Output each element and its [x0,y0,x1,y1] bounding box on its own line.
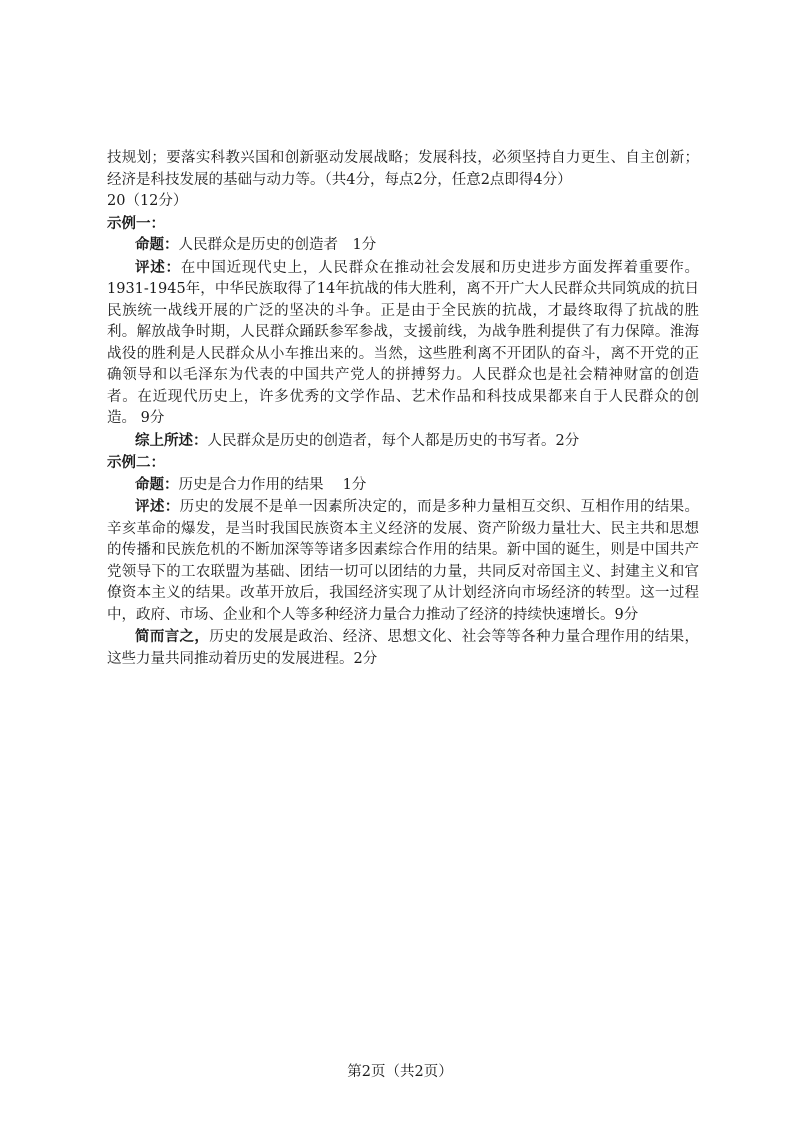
example-1-summary [107,430,699,453]
summary-text: 历史的发展是政治、经济、思想文化、社会等等各种力量合理作用的结果，这些力量共同推动着历史的发展进程。2分 [107,629,700,667]
example-2-topic [107,474,699,497]
comment-label: 评述： [135,258,181,276]
comment-text: 历史的发展不是单一因素所决定的，而是多种力量相互交织、互相作用的结果。辛亥革命的爆发，是当时我国民族资本主义经济的发展、资产阶级力量壮大、民主共和思想的传播和民族危机的不断加深等等诸多因素综合作用的结果。新中国的诞生，则是中国共产党领导下的工农联盟为基础、团结一切可以团结的力量，共同反对帝国主义、封建主义和官僚资本主义的结果。改革开放后，我国经济实现了从计划经济向市场经济的转型。这一过程中，政府、市场、企业和个人等多种经济力量合力推动了经济的持续快速增长。9分 [107,499,700,623]
page-footer: 第2页（共2页） [347,1064,453,1080]
summary-text: 人民群众是历史的创造者，每个人都是历史的书写者。2分 [207,432,580,449]
comment-text: 在中国近现代史上，人民群众在推动社会发展和历史进步方面发挥着重要作。1931-1945年，中华民族取得了14年抗战的伟大胜利，离不开广大人民群众共同筑成的抗日民族统一战线开展的广泛的坚决的斗争。正是由于全民族的抗战，才最终取得了抗战的胜利。解放战争时期，人民群众踊跃参军参战，支援前线，为战争胜利提供了有力保障。淮海战役的胜利是人民群众从小车推出来的。当然，这些胜利离不开团队的奋斗，离不开党的正确领导和以毛泽东为代表的中国共产党人的拼搏努力。人民群众也是社会精神财富的创造者。在近现代历史上，许多优秀的文学作品、艺术作品和科技成果都来自于人民群众的创造。 9分 [107,259,700,426]
example-2-comment [107,496,699,626]
topic-text: 历史是合力作用的结果 1分 [178,476,367,493]
topic-text: 人民群众是历史的创造者 1分 [178,237,377,253]
topic-label: 命题： [135,236,179,253]
example-2-heading: 示例二： [107,454,165,471]
comment-label: 评述： [135,498,180,515]
example-2-summary [107,626,699,670]
summary-label: 综上所述： [135,431,208,449]
answer-content [107,148,699,670]
question-number: 20（12分） [107,193,188,209]
topic-label: 命题： [135,475,179,493]
summary-label: 简而言之， [135,628,210,645]
example-1-heading: 示例一： [107,214,165,232]
example-1-topic [107,234,699,257]
example-1-comment [107,257,699,430]
answer-19-tail: 技规划；要落实科教兴国和创新驱动发展战略；发展科技，必须坚持自力更生、自主创新；经济是科技发展的基础与动力等。（共4分，每点2分，任意2点即得4分） [107,150,699,188]
